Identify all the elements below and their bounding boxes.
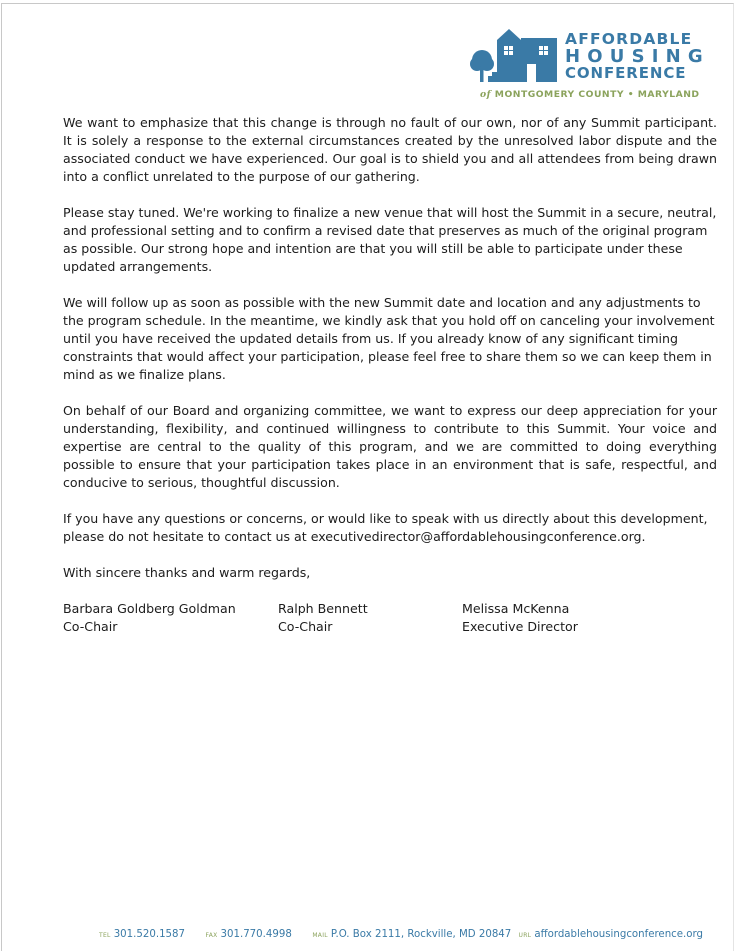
paragraph: On behalf of our Board and organizing committee, we want to express our deep appreciation for your understanding, flexibility, and continued willingness to contribute to this Summit. Your voice and expertise are central to the quality of this program, and we are committed to doing everything possible to ensure that your participation takes place in an environment that is safe, respectful, and conducive to serious, thoughtful discussion. [63,403,717,490]
logo-tagline-of: of [480,89,492,100]
paragraph: We want to emphasize that this change is through no fault of our own, nor of any Summit participant. It is solely a response to the external circumstances created by the unresolved labor dispute and the associated conduct we have experienced. Our goal is to shield you and all attendees from being drawn into a conflict unrelated to the purpose of our gathering. [63,115,717,184]
fax-number: 301.770.4998 [220,929,292,940]
signatory-title: Executive Director [462,619,578,634]
logo-line-conference: CONFERENCE [565,64,687,82]
signatory-name: Barbara Goldberg Goldman [63,601,236,616]
logo-line-affordable: AFFORDABLE [565,30,693,48]
fax-label: FAX [205,932,218,939]
signatory-name: Ralph Bennett [278,601,368,616]
signature [63,600,278,636]
signature [462,600,662,636]
logo-tagline-text: MONTGOMERY COUNTY • MARYLAND [494,89,700,100]
conference-logo [468,26,708,104]
signatory-title: Co-Chair [278,619,333,634]
signatory-name: Melissa McKenna [462,601,570,616]
mail-label: MAIL [312,932,328,939]
closing-line: With sincere thanks and warm regards, [63,565,311,580]
paragraph: Please stay tuned. We're working to finalize a new venue that will host the Summit in a secure, neutral, and professional setting and to confirm a revised date that preserves as much of the original program as possible. Our strong hope and intention are that you will still be able to participate under these updated arrangements. [63,205,717,274]
logo-wordmark [565,30,710,82]
mail-address: P.O. Box 2111, Rockville, MD 20847 [330,929,512,940]
signatory-title: Co-Chair [63,619,118,634]
paragraph: We will follow up as soon as possible with the new Summit date and location and any adjustments to the program schedule. In the meantime, we kindly ask that you hold off on canceling your involvement until you have received the updated details from us. If you already know of any significant timing constraints that would affect your participation, please feel free to share them so we can keep them in mind as we finalize plans. [63,295,715,382]
website-url: affordablehousingconference.org [534,929,703,940]
letterhead-footer [99,929,703,940]
logo-line-housing: HOUSING [565,46,710,67]
letter-body [63,114,717,636]
logo-tagline [480,89,700,100]
signature [278,600,462,636]
letter-page [1,3,734,951]
url-label: URL [518,932,532,939]
tel-label: TEL [99,932,111,939]
house-with-tree-icon [468,26,560,86]
signature-block [63,600,717,636]
paragraph: If you have any questions or concerns, or would like to speak with us directly about this development, please do not hesitate to contact us at executivedirector@affordablehousingconference.org. [63,511,708,544]
tel-number: 301.520.1587 [113,929,185,940]
